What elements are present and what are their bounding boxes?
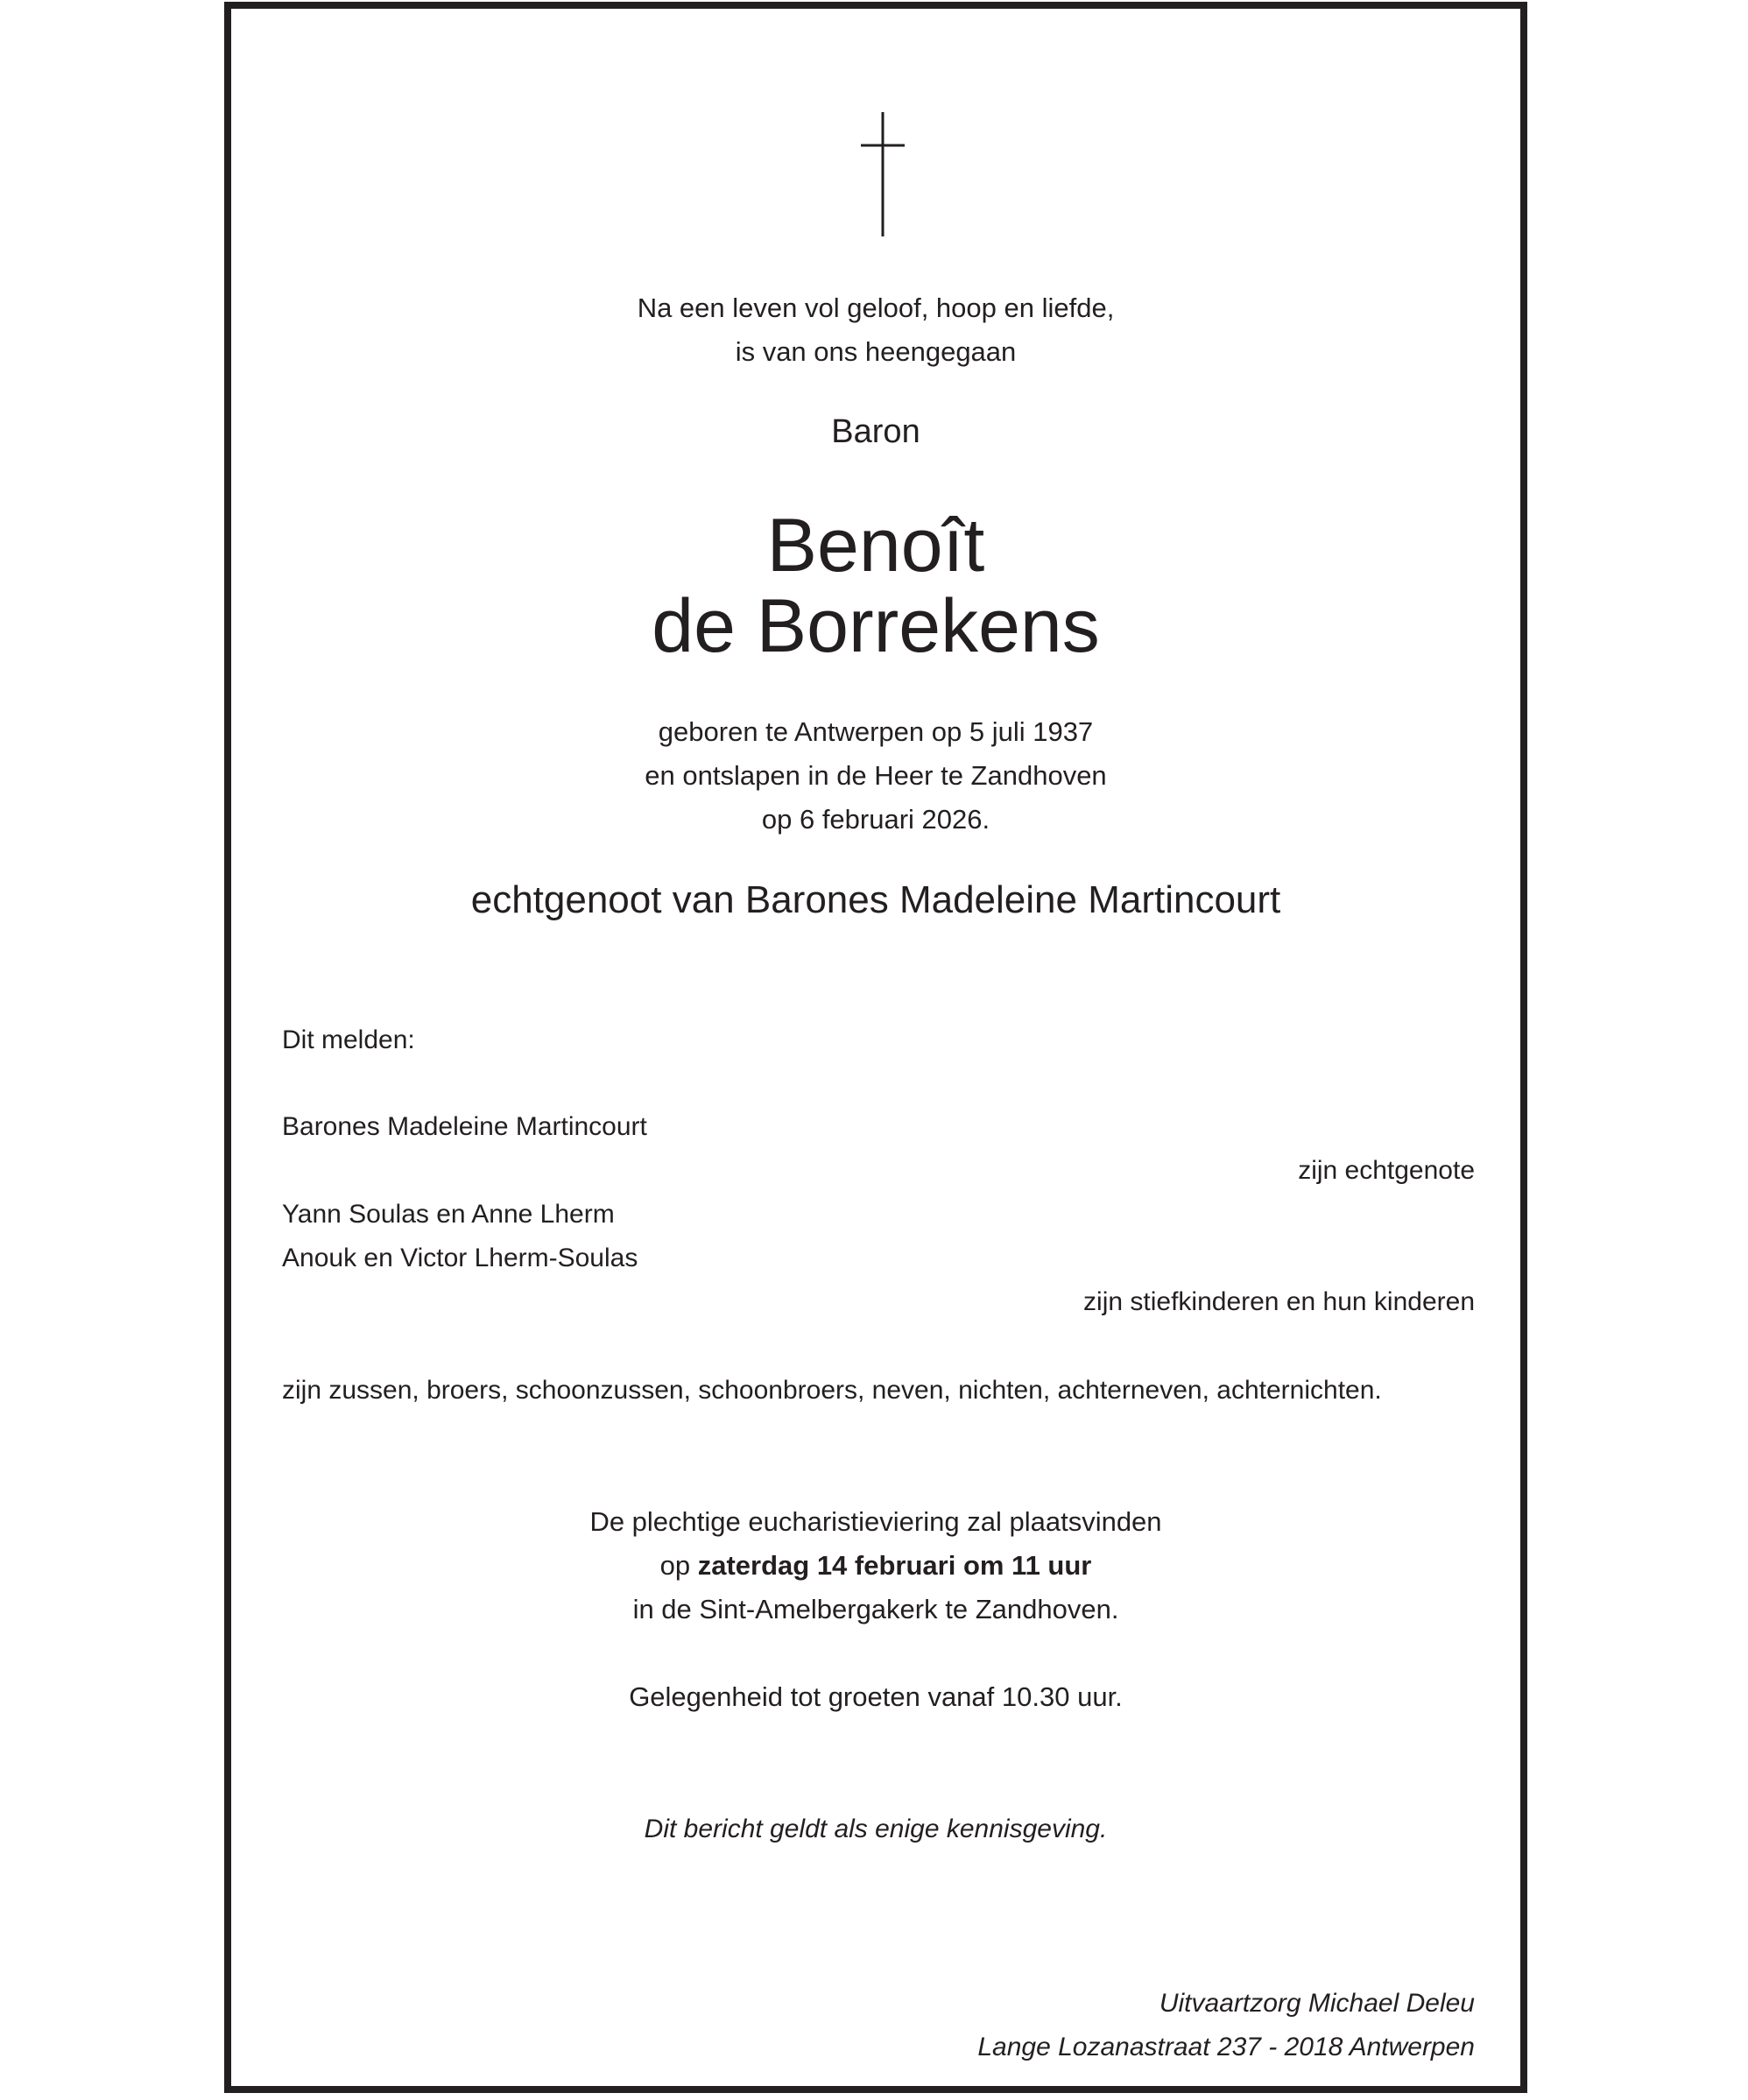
spouse-name: Barones Madeleine Martincourt bbox=[282, 1112, 647, 1141]
greeting-line: Gelegenheid tot groeten vanaf 10.30 uur. bbox=[629, 1681, 1123, 1712]
stepchildren-line-2: Anouk en Victor Lherm-Soulas bbox=[282, 1244, 638, 1272]
stepchildren-line-1: Yann Soulas en Anne Lherm bbox=[282, 1200, 615, 1229]
death-line: en ontslapen in de Heer te Zandhoven bbox=[645, 760, 1107, 791]
stepchildren-role: zijn stiefkinderen en hun kinderen bbox=[1083, 1287, 1475, 1316]
intro-line-2: is van ons heengegaan bbox=[735, 336, 1017, 367]
undertaker-name: Uitvaartzorg Michael Deleu bbox=[1159, 1989, 1475, 2018]
announcers-heading: Dit melden: bbox=[282, 1025, 415, 1054]
cross-icon bbox=[861, 112, 905, 236]
ceremony-datetime: zaterdag 14 februari om 11 uur bbox=[697, 1550, 1092, 1581]
ceremony-line-1: De plechtige eucharistieviering zal plaatsvinden bbox=[589, 1506, 1162, 1537]
ceremony-location: in de Sint-Amelbergakerk te Zandhoven. bbox=[632, 1594, 1119, 1624]
birth-line: geboren te Antwerpen op 5 juli 1937 bbox=[658, 716, 1094, 747]
death-date-line: op 6 februari 2026. bbox=[761, 804, 990, 835]
ceremony-prefix: op bbox=[659, 1550, 691, 1581]
spouse-role: zijn echtgenote bbox=[1298, 1156, 1475, 1185]
title-baron: Baron bbox=[831, 413, 920, 450]
notice-line: Dit bericht geldt als enige kennisgeving. bbox=[644, 1815, 1108, 1843]
spouse-line: echtgenoot van Barones Madeleine Martincourt bbox=[470, 878, 1281, 921]
deceased-first-name: Benoît bbox=[766, 504, 985, 588]
undertaker-address: Lange Lozanastraat 237 - 2018 Antwerpen bbox=[977, 2033, 1475, 2061]
ceremony-line-2 bbox=[231, 1544, 1520, 1588]
obituary-card bbox=[224, 2, 1527, 2093]
intro-line-1: Na een leven vol geloof, hoop en liefde, bbox=[637, 292, 1115, 323]
deceased-last-name: de Borrekens bbox=[652, 584, 1100, 668]
family-line: zijn zussen, broers, schoonzussen, schoonbroers, neven, nichten, achterneven, achternichten. bbox=[282, 1376, 1382, 1405]
